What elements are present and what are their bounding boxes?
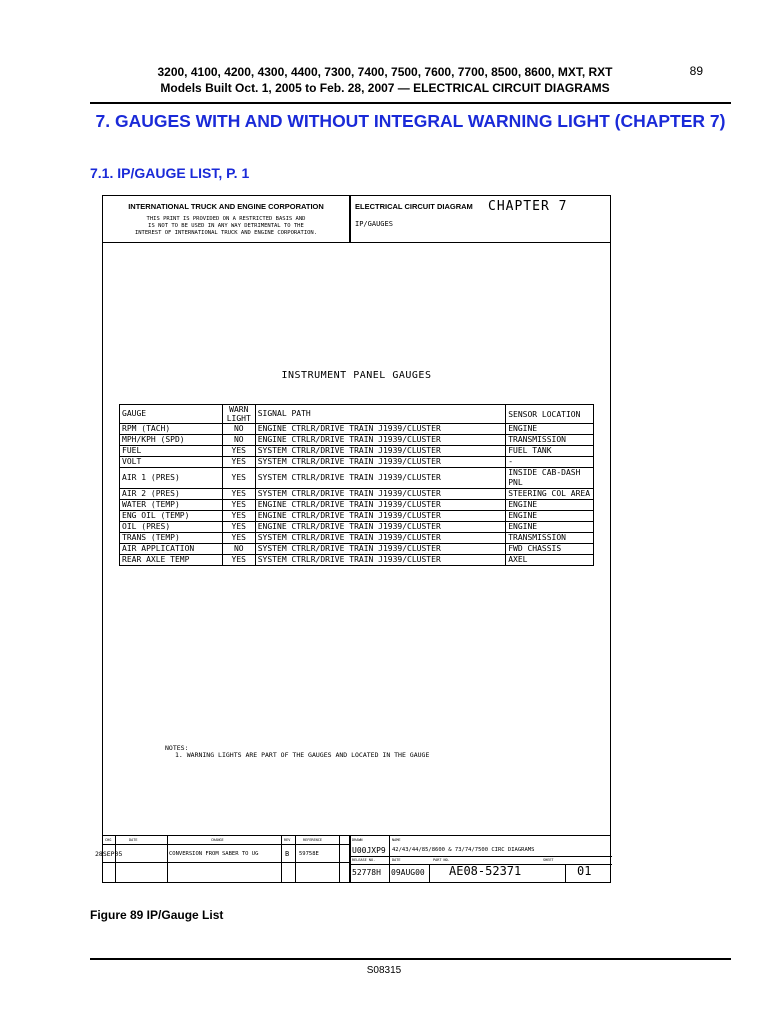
cell-gauge: AIR 1 (PRES) (120, 468, 223, 489)
header-gauge: GAUGE (120, 405, 223, 424)
cell-warn: NO (222, 435, 255, 446)
page-number: 89 (689, 64, 703, 78)
rev-header-rev: REV (284, 838, 291, 842)
cell-gauge: WATER (TEMP) (120, 500, 223, 511)
chapter-title: 7. GAUGES WITH AND WITHOUT INTEGRAL WARNING LIGHT (CHAPTER 7) (95, 111, 726, 131)
diagram-label: ELECTRICAL CIRCUIT DIAGRAM (355, 202, 473, 211)
rev-line (103, 862, 349, 863)
models-dates-line: Models Built Oct. 1, 2005 to Feb. 28, 2007 — ELECTRICAL CIRCUIT DIAGRAMS (160, 81, 610, 95)
table-row (120, 533, 594, 544)
rev-line (349, 836, 351, 882)
cell-path: ENGINE CTRLR/DRIVE TRAIN J1939/CLUSTER (255, 435, 505, 446)
footer-rule (90, 958, 731, 960)
cell-path: SYSTEM CTRLR/DRIVE TRAIN J1939/CLUSTER (255, 533, 505, 544)
cell-path: SYSTEM CTRLR/DRIVE TRAIN J1939/CLUSTER (255, 555, 505, 566)
cell-warn: YES (222, 533, 255, 544)
cell-warn: NO (222, 544, 255, 555)
cell-path: SYSTEM CTRLR/DRIVE TRAIN J1939/CLUSTER (255, 489, 505, 500)
cell-sensor: FWD CHASSIS (506, 544, 594, 555)
table-row (120, 468, 594, 489)
cell-path: SYSTEM CTRLR/DRIVE TRAIN J1939/CLUSTER (255, 468, 505, 489)
header-signal-path: SIGNAL PATH (255, 405, 505, 424)
cell-sensor: ENGINE (506, 522, 594, 533)
table-row (120, 435, 594, 446)
sheet-header: SHEET (543, 858, 554, 862)
cell-path: SYSTEM CTRLR/DRIVE TRAIN J1939/CLUSTER (255, 544, 505, 555)
models-line: 3200, 4100, 4200, 4300, 4400, 7300, 7400, 7500, 7600, 7700, 8500, 8600, MXT, RXT (157, 65, 613, 79)
figure-caption: Figure 89 IP/Gauge List (90, 908, 224, 922)
cell-path: ENGINE CTRLR/DRIVE TRAIN J1939/CLUSTER (255, 511, 505, 522)
cell-sensor: INSIDE CAB-DASH PNL (506, 468, 594, 489)
rev-change: CONVERSION FROM SABER TO UG (169, 851, 259, 857)
cell-sensor: ENGINE (506, 500, 594, 511)
cell-gauge: OIL (PRES) (120, 522, 223, 533)
rev-header-change: CHANGE (211, 838, 224, 842)
gauge-table (119, 404, 594, 566)
table-row (120, 424, 594, 435)
cell-warn: YES (222, 522, 255, 533)
header-warn-light: WARN LIGHT (222, 405, 255, 424)
rev-line (281, 836, 282, 882)
rev-line (115, 836, 116, 882)
subject-label: IP/GAUGES (355, 220, 393, 228)
rev-line (339, 836, 340, 882)
cell-warn: YES (222, 500, 255, 511)
cell-warn: YES (222, 446, 255, 457)
cell-warn: YES (222, 489, 255, 500)
table-title: INSTRUMENT PANEL GAUGES (281, 370, 432, 381)
restriction-line: THIS PRINT IS PROVIDED ON A RESTRICTED BASIS AND (146, 216, 306, 222)
header-rule (90, 102, 731, 104)
diagram-name: 42/43/44/85/8600 & 73/74/7500 CIRC DIAGRAMS (392, 847, 535, 853)
cell-sensor: ENGINE (506, 424, 594, 435)
release-header: RELEASE NO. (352, 858, 376, 862)
cell-gauge: MPH/KPH (SPD) (120, 435, 223, 446)
release-date: 09AUG00 (391, 868, 425, 877)
rev-line (565, 864, 566, 882)
name-header: NAME (392, 838, 401, 842)
cell-path: ENGINE CTRLR/DRIVE TRAIN J1939/CLUSTER (255, 424, 505, 435)
cell-gauge: AIR APPLICATION (120, 544, 223, 555)
cell-sensor: TRANSMISSION (506, 533, 594, 544)
notes-label: NOTES: (165, 744, 189, 752)
cell-warn: YES (222, 555, 255, 566)
note-1: 1. WARNING LIGHTS ARE PART OF THE GAUGES AND LOCATED IN THE GAUGE (175, 751, 430, 759)
drawn-by: U00JXP9 (352, 846, 386, 855)
title-block-divider (349, 196, 351, 242)
sheet-number: 01 (577, 864, 592, 878)
part-header: PART NO. (433, 858, 450, 862)
restriction-notice (103, 216, 349, 237)
table-row (120, 544, 594, 555)
cell-warn: YES (222, 511, 255, 522)
table-row (120, 522, 594, 533)
rev-reference: 59758E (299, 851, 319, 857)
cell-path: SYSTEM CTRLR/DRIVE TRAIN J1939/CLUSTER (255, 457, 505, 468)
chapter-label: CHAPTER 7 (488, 199, 568, 214)
rev-line (103, 844, 349, 845)
cell-sensor: TRANSMISSION (506, 435, 594, 446)
cell-gauge: FUEL (120, 446, 223, 457)
rev-line (429, 864, 430, 882)
release-number: 52778H (352, 868, 381, 877)
cell-path: ENGINE CTRLR/DRIVE TRAIN J1939/CLUSTER (255, 500, 505, 511)
rev-letter: B (285, 850, 290, 858)
cell-sensor: - (506, 457, 594, 468)
cell-sensor: FUEL TANK (506, 446, 594, 457)
cell-gauge: REAR AXLE TEMP (120, 555, 223, 566)
cell-warn: YES (222, 468, 255, 489)
rev-line (295, 836, 296, 882)
rev-header-chg: CHG (105, 838, 112, 842)
date-header: DATE (392, 858, 401, 862)
cell-warn: YES (222, 457, 255, 468)
notes-block (165, 745, 429, 759)
cell-gauge: AIR 2 (PRES) (120, 489, 223, 500)
cell-sensor: ENGINE (506, 511, 594, 522)
restriction-line: IS NOT TO BE USED IN ANY WAY DETRIMENTAL TO THE (148, 223, 304, 229)
rev-header-reference: REFERENCE (303, 838, 322, 842)
footer-code: S08315 (366, 965, 402, 976)
rev-header-date: DATE (129, 838, 138, 842)
cell-gauge: RPM (TACH) (120, 424, 223, 435)
table-row (120, 500, 594, 511)
table-row (120, 555, 594, 566)
cell-gauge: VOLT (120, 457, 223, 468)
cell-sensor: STEERING COL AREA (506, 489, 594, 500)
rev-line (389, 836, 390, 882)
part-number: AE08-52371 (449, 864, 522, 878)
cell-path: SYSTEM CTRLR/DRIVE TRAIN J1939/CLUSTER (255, 446, 505, 457)
table-row (120, 489, 594, 500)
cell-warn: NO (222, 424, 255, 435)
table-row (120, 511, 594, 522)
table-row (120, 446, 594, 457)
title-block (103, 196, 610, 243)
table-row (120, 457, 594, 468)
drawn-header: DRAWN (352, 838, 363, 842)
company-name: INTERNATIONAL TRUCK AND ENGINE CORPORATION (128, 202, 324, 211)
cell-sensor: AXEL (506, 555, 594, 566)
drawing-sheet (95, 195, 611, 883)
rev-line (167, 836, 168, 882)
cell-path: ENGINE CTRLR/DRIVE TRAIN J1939/CLUSTER (255, 522, 505, 533)
table-header-row (120, 405, 594, 424)
restriction-line: INTEREST OF INTERNATIONAL TRUCK AND ENGINE CORPORATION. (134, 230, 318, 236)
section-title: 7.1. IP/GAUGE LIST, P. 1 (90, 165, 250, 181)
cell-gauge: TRANS (TEMP) (120, 533, 223, 544)
revision-block (95, 835, 610, 882)
cell-gauge: ENG OIL (TEMP) (120, 511, 223, 522)
header-sensor-location: SENSOR LOCATION (506, 405, 594, 424)
rev-date: 28SEP05 (95, 850, 123, 858)
